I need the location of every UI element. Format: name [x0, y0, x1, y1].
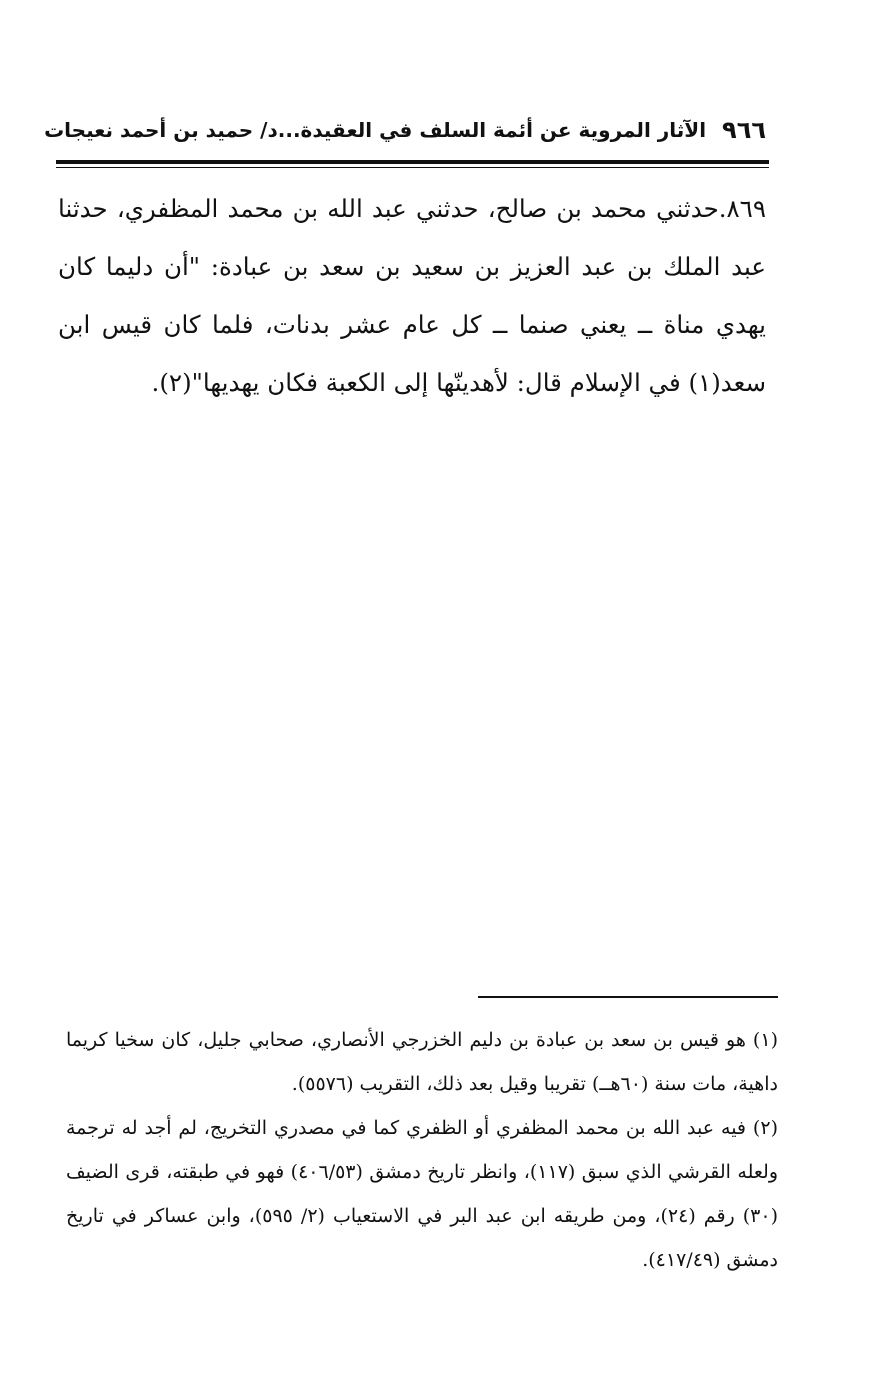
page-number: ٩٦٦ [722, 116, 766, 144]
footnotes [66, 1018, 778, 1282]
footnote-2: (٢) فيه عبد الله بن محمد المظفري أو الظفري كما في مصدري التخريج، لم أجد له ترجمة ولعله القرشي الذي سبق (١١٧)، وانظر تاريخ دمشق (٤٠٦/٥٣) فهو في طبقته، قرى الضيف (٣٠) رقم (٢٤)، ومن طريقه ابن عبد البر في الاستعياب (٢/ ٥٩٥)، وابن عساكر في تاريخ دمشق (٤١٧/٤٩). [66, 1117, 779, 1271]
narration-paragraph: ٨٦٩.حدثني محمد بن صالح، حدثني عبد الله بن محمد المظفري، حدثنا عبد الملك بن عبد العزيز بن سعيد بن سعد بن عبادة: "أن دليما كان يهدي مناة ــ يعني صنما ــ كل عام عشر بدنات، فلما كان قيس ابن سعد(١) في الإسلام قال: لأهدينّها إلى الكعبة فكان يهديها"(٢). [58, 194, 766, 397]
footnote-1: (١) هو قيس بن سعد بن عبادة بن دليم الخزرجي الأنصاري، صحابي جليل، كان سخيا كريما داهية، مات سنة (٦٠هــ) تقريبا وقيل بعد ذلك، التقريب (٥٥٧٦). [66, 1029, 778, 1095]
header-rule-thick [56, 160, 769, 164]
header-rule-thin [56, 167, 769, 168]
running-header [44, 108, 766, 152]
running-title: الآثار المروية عن أئمة السلف في العقيدة...د/ حميد بن أحمد نعيجات [44, 118, 707, 142]
footnote-separator [478, 996, 778, 998]
